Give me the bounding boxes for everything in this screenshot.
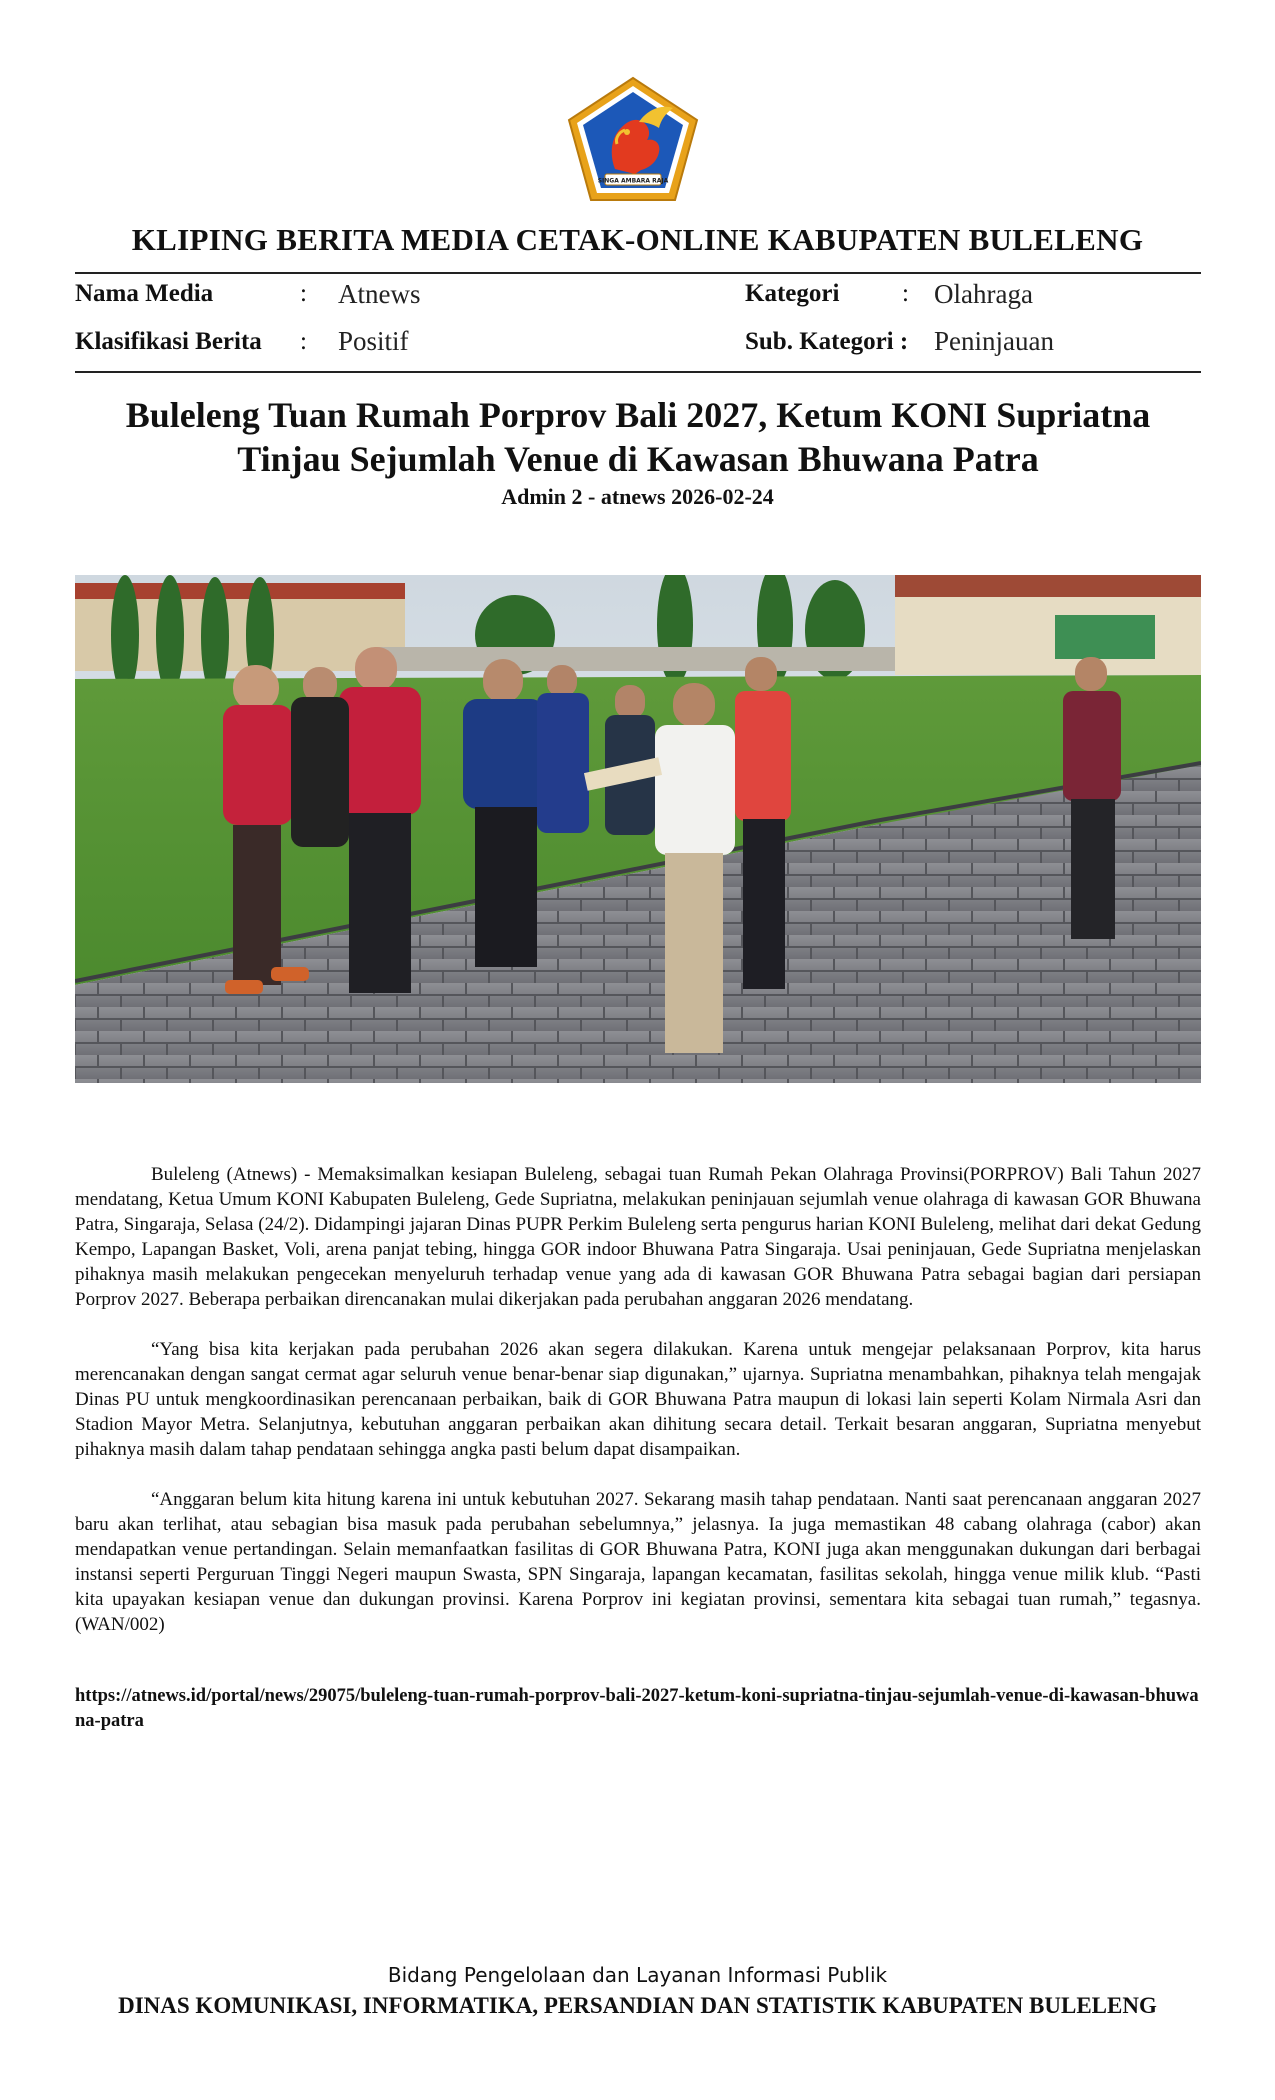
sub-category-colon: : — [899, 328, 909, 355]
sub-category-label — [745, 328, 908, 356]
category-label: Kategori — [745, 280, 840, 307]
header-divider-top — [75, 272, 1201, 274]
media-name-colon: : — [300, 280, 307, 307]
footer-agency: DINAS KOMUNIKASI, INFORMATIKA, PERSANDIAN DAN STATISTIK KABUPATEN BULELENG — [118, 1993, 1157, 2018]
classification-colon: : — [300, 328, 307, 355]
sub-category-value: Peninjauan — [934, 326, 1054, 356]
article-byline: Admin 2 - atnews 2026-02-24 — [501, 484, 774, 509]
classification-value: Positif — [338, 326, 409, 356]
article-paragraph: “Anggaran belum kita hitung karena ini untuk kebutuhan 2027. Sekarang masih tahap pendataan. Nanti saat perencanaan anggaran 2027 baru akan terlihat, atau sebagian bisa masuk pada perubahan sebelumnya,” jelasnya. Ia juga memastikan 48 cabang olahraga (cabor) akan mendapatkan venue pertandingan. Selain memanfaatkan fasilitas di GOR Bhuwana Patra, KONI juga akan menggunakan dukungan dari berbagai instansi seperti Perguruan Tinggi Negeri maupun Swasta, SPN Singaraja, lapangan kecamatan, fasilitas sekolah, hingga venue milik klub. “Pasti kita upayakan kesiapan venue dan dukungan provinsi. Karena Porprov ini kegiatan provinsi, sementara kita sebagai tuan rumah,” tegasnya. (WAN/002) — [75, 1489, 1201, 1635]
media-name-value: Atnews — [338, 279, 421, 309]
footer-department: Bidang Pengelolaan dan Layanan Informasi Publik — [387, 1963, 888, 1987]
article-photo — [75, 575, 1201, 1083]
classification-label: Klasifikasi Berita — [75, 328, 262, 355]
category-value: Olahraga — [934, 279, 1033, 309]
header-divider-bottom — [75, 371, 1201, 373]
media-name-label: Nama Media — [75, 280, 214, 307]
sub-category-label-text: Sub. Kategori — [745, 328, 894, 355]
article-paragraph: “Yang bisa kita kerjakan pada perubahan 2026 akan segera dilakukan. Karena untuk mengejar pelaksanaan Porprov, kita harus merencanakan dengan sangat cermat agar seluruh venue benar-benar siap digunakan,” ujarnya. Supriatna menambahkan, pihaknya telah mengajak Dinas PU untuk mengkoordinasikan perencanaan perbaikan, baik di GOR Bhuwana Patra maupun di lokasi lain seperti Kolam Nirmala Asri dan Stadion Mayor Metra. Selanjutnya, kebutuhan anggaran perbaikan akan dihitung secara detail. Terkait besaran anggaran, Supriatna menyebut pihaknya masih dalam tahap pendataan sehingga angka pasti belum dapat disampaikan. — [75, 1339, 1201, 1460]
article-paragraph: Buleleng (Atnews) - Memaksimalkan kesiapan Buleleng, sebagai tuan Rumah Pekan Olahraga Provinsi(PORPROV) Bali Tahun 2027 mendatang, Ketua Umum KONI Kabupaten Buleleng, Gede Supriatna, melakukan peninjauan sejumlah venue olahraga di kawasan GOR Bhuwana Patra, Singaraja, Selasa (24/2). Didampingi jajaran Dinas PUPR Perkim Buleleng serta pengurus harian KONI Buleleng, melihat dari dekat Gedung Kempo, Lapangan Basket, Voli, arena panjat tebing, hingga GOR indoor Bhuwana Patra Singaraja. Usai peninjauan, Gede Supriatna menjelaskan pihaknya masih melakukan pengecekan menyeluruh terhadap venue yang ada di kawasan GOR Bhuwana Patra sebagai bagian dari persiapan Porprov 2027. Beberapa perbaikan direncanakan mulai dikerjakan pada perubahan anggaran 2026 mendatang. — [75, 1164, 1201, 1310]
buleleng-emblem-logo — [565, 74, 701, 204]
article-title: Buleleng Tuan Rumah Porprov Bali 2027, Ketum KONI Supriatna Tinjau Sejumlah Venue di Kawasan Bhuwana Patra — [125, 395, 1151, 479]
clipping-header-title: KLIPING BERITA MEDIA CETAK-ONLINE KABUPATEN BULELENG — [131, 222, 1144, 257]
category-colon: : — [902, 280, 909, 307]
source-url-link[interactable]: https://atnews.id/portal/news/29075/buleleng-tuan-rumah-porprov-bali-2027-ketum-koni-supriatna-tinjau-sejumlah-venue-di-kawasan-bhuwana-patra — [75, 1686, 1199, 1731]
emblem-motto: SINGA AMBARA RAJA — [597, 177, 669, 185]
article-body — [75, 1162, 1201, 1662]
